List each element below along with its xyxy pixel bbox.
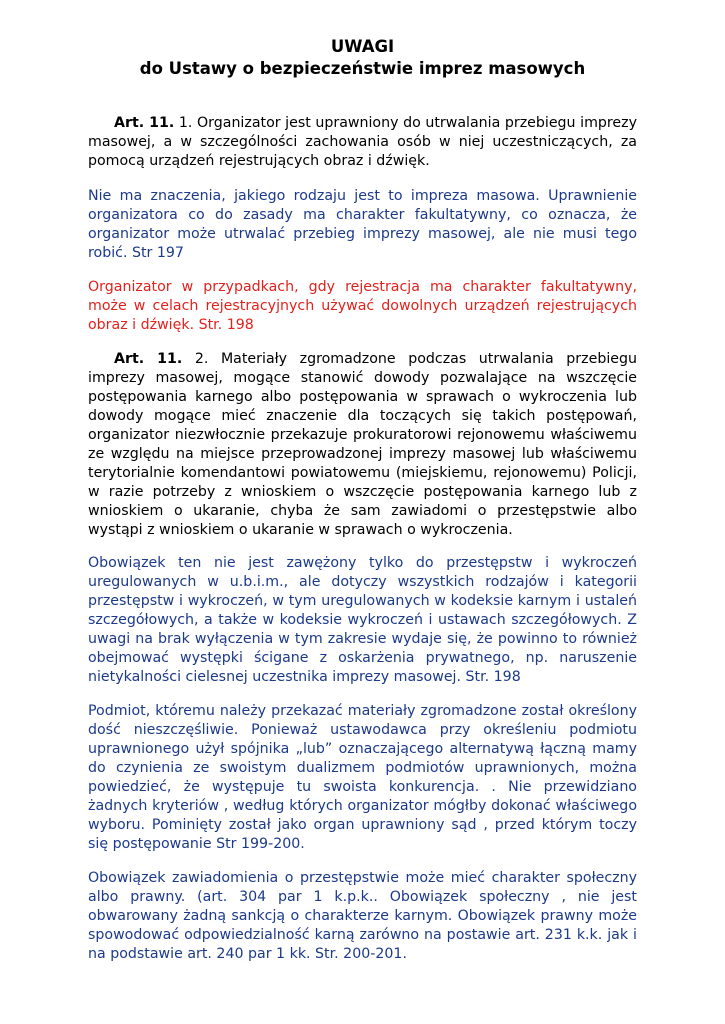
title-line-1: UWAGI (330, 37, 395, 56)
title-line-2: do Ustawy o bezpieczeństwie imprez masowych (139, 59, 586, 78)
article-label: Art. 11. (114, 115, 175, 131)
comment-scope: Nie ma znaczenia, jakiego rodzaju jest to impreza masowa. Uprawnienie organizatora co do zasady ma charakter fakultatywny, co oznacza, że organizator może utrwalać przebieg imprezy masowej, ale nie musi tego robić. Str 197 (88, 188, 637, 261)
article-text: 1. Organizator jest uprawniony do utrwalania przebiegu imprezy masowej, a w szczególności zachowania osób w niej uczestniczących, za pomocą urządzeń rejestrujących obraz i dźwięk. (88, 115, 637, 169)
comment-devices: Organizator w przypadkach, gdy rejestracja ma charakter fakultatywny, może w celach rejestracyjnych używać dowolnych urządzeń rejestrujących obraz i dźwięk. Str. 198 (88, 279, 637, 333)
article-11-paragraph-2 (88, 350, 637, 540)
comment-obligation-scope: Obowiązek ten nie jest zawężony tylko do przestępstw i wykroczeń uregulowanych w u.b.i.m., ale dotyczy wszystkich rodzajów i kategorii przestępstw i wykroczeń, w tym uregulowanych w kodeksie karnym i ustaleń szczegółowych, a także w kodeksie wykroczeń i ustawach szczegółowych. Z uwagi na brak wyłączenia w tym zakresie wydaje się, że powinno to również obejmować występki ścigane z oskarżenia prywatnego, np. naruszenie nietykalności cielesnej uczestnika imprezy masowej. Str. 198 (88, 555, 637, 685)
document-title (88, 36, 637, 80)
comment-notification-duty: Obowiązek zawiadomienia o przestępstwie może mieć charakter społeczny albo prawny. (art. 304 par 1 k.p.k.. Obowiązek społeczny , nie jest obwarowany żadną sankcją o charakterze karnym. Obowiązek prawny może spowodować odpowiedzialność karną zarówno na postawie art. 231 k.k. jak i na podstawie art. 240 par 1 kk. Str. 200-201. (88, 870, 637, 962)
comment-recipient: Podmiot, któremu należy przekazać materiały zgromadzone został określony dość nieszczęśliwie. Ponieważ ustawodawca przy określeniu podmiotu uprawnionego użył spójnika „lub” oznaczającego alternatywą łączną mamy do czynienia ze swoistym dualizmem podmiotów uprawnionych, można powiedzieć, że występuje tu swoista konkurencja. . Nie przewidziano żadnych kryteriów , według których organizator mógłby dokonać właściwego wyboru. Pominięty został jako organ uprawniony sąd , przed którym toczy się postępowanie Str 199-200. (88, 703, 637, 852)
article-text: 2. Materiały zgromadzone podczas utrwalania przebiegu imprezy masowej, mogące stanowić dowody pozwalające na wszczęcie postępowania karnego albo postępowania w sprawach o wykroczenia lub dowody mogące mieć znaczenie dla toczących się takich postępowań, organizator niezwłocznie przekazuje prokuratorowi rejonowemu właściwemu ze względu na miejsce przeprowadzonej imprezy masowej lub właściwemu terytorialnie komendantowi powiatowemu (miejskiemu, rejonowemu) Policji, w razie potrzeby z wnioskiem o wszczęcie postępowania karnego lub z wnioskiem o ukaranie, chyba że sam zawiadomi o przestępstwie albo wystąpi z wnioskiem o ukaranie w sprawach o wykroczenia. (88, 351, 637, 538)
article-11-paragraph-1 (88, 114, 637, 171)
article-label: Art. 11. (114, 351, 183, 367)
